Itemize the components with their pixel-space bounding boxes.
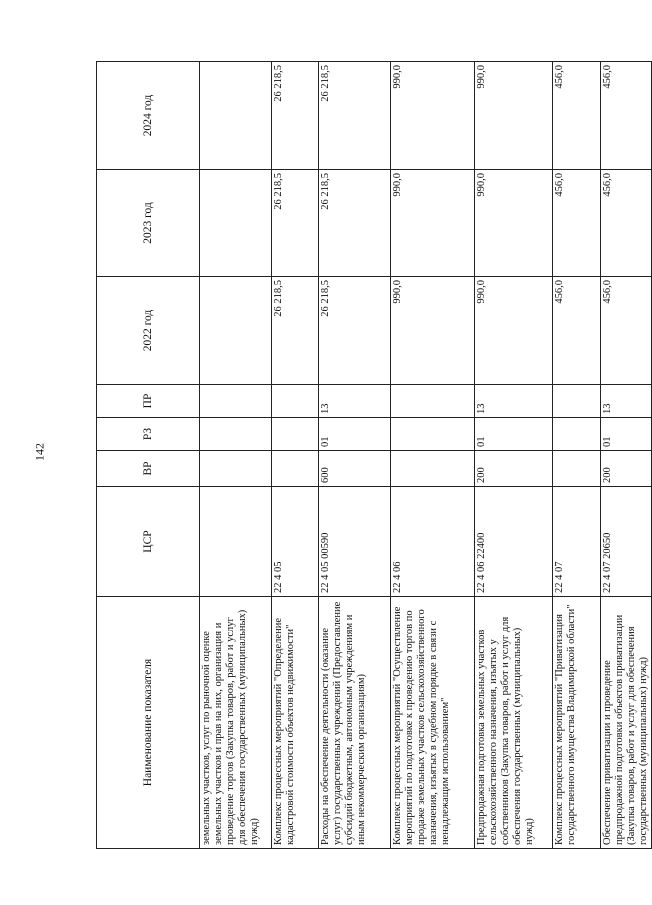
cell-csr: 22 4 05 00590 [319,487,391,597]
cell-rz [391,418,475,451]
table-row [601,62,652,849]
cell-2024: 26 218,5 [319,62,391,170]
cell-2022: 26 218,5 [272,277,319,385]
cell-rz: 01 [319,418,391,451]
cell-2022 [200,277,272,385]
cell-name: Расходы на обеспечение деятельности (оказание услуг) государственных учреждений (Предоставление субсидий бюджетным, автономным учреждениям и иным некоммерческим организациям) [319,597,391,849]
table-row [200,62,272,849]
cell-vr [391,451,475,487]
rotated-table-container [96,62,649,849]
cell-rz: 01 [475,418,553,451]
cell-pr [272,385,319,418]
cell-vr [200,451,272,487]
cell-2024: 990,0 [475,62,553,170]
cell-csr: 22 4 06 [391,487,475,597]
cell-2022: 456,0 [601,277,652,385]
cell-2023: 456,0 [553,170,601,277]
table-row [391,62,475,849]
cell-name: Обеспечение приватизации и проведение предпродажной подготовки объектов приватизации (Закупка товаров, работ и услуг для обеспечения государственных (муниципальных) нужд) [601,597,652,849]
cell-name: Комплекс процессных мероприятий "Определение кадастровой стоимости объектов недвижимости" [272,597,319,849]
cell-csr [200,487,272,597]
cell-2022: 990,0 [391,277,475,385]
cell-vr: 200 [601,451,652,487]
cell-rz [200,418,272,451]
table-row [319,62,391,849]
page-number: 142 [32,443,47,461]
cell-2023 [200,170,272,277]
cell-vr: 200 [475,451,553,487]
cell-csr: 22 4 06 22400 [475,487,553,597]
cell-pr [200,385,272,418]
header-name: Наименование показателя [97,597,200,849]
cell-vr [553,451,601,487]
table-row [272,62,319,849]
header-2022: 2022 год [97,277,200,385]
cell-2024 [200,62,272,170]
header-vr: ВР [97,451,200,487]
cell-2024: 26 218,5 [272,62,319,170]
cell-rz: 01 [601,418,652,451]
cell-rz [553,418,601,451]
cell-vr: 600 [319,451,391,487]
cell-csr: 22 4 07 [553,487,601,597]
cell-rz [272,418,319,451]
budget-table [96,61,652,849]
cell-2023: 990,0 [475,170,553,277]
cell-pr: 13 [601,385,652,418]
cell-2023: 990,0 [391,170,475,277]
cell-name: Комплекс процессных мероприятий "Приватизация государственного имущества Владимирской области" [553,597,601,849]
header-csr: ЦСР [97,487,200,597]
table-row [553,62,601,849]
cell-pr [391,385,475,418]
header-2024: 2024 год [97,62,200,170]
cell-name: Комплекс процессных мероприятий "Осуществление мероприятий по подготовке к проведению торгов по продаже земельных участков сельскохозяйственного назначения, изъятых в судебном порядке в связи с ненадлежащим использованием" [391,597,475,849]
cell-2024: 990,0 [391,62,475,170]
cell-name: земельных участков, услуг по рыночной оценке земельных участков и прав на них, организация и проведение торгов (Закупка товаров, работ и услуг для обеспечения государственных (муниципальных) нужд) [200,597,272,849]
cell-pr: 13 [319,385,391,418]
cell-pr: 13 [475,385,553,418]
header-rz: РЗ [97,418,200,451]
cell-name: Предпродажная подготовка земельных участков сельскохозяйственного назначения, изъятых у собственников (Закупка товаров, работ и услуг для обеспечения государственных (муниципальных) нужд) [475,597,553,849]
cell-2022: 456,0 [553,277,601,385]
cell-vr [272,451,319,487]
cell-2022: 990,0 [475,277,553,385]
header-row [97,62,200,849]
cell-pr [553,385,601,418]
header-pr: ПР [97,385,200,418]
cell-2023: 26 218,5 [272,170,319,277]
table-row [475,62,553,849]
cell-2024: 456,0 [553,62,601,170]
cell-2023: 26 218,5 [319,170,391,277]
cell-2022: 26 218,5 [319,277,391,385]
cell-csr: 22 4 05 [272,487,319,597]
cell-2023: 456,0 [601,170,652,277]
cell-csr: 22 4 07 20650 [601,487,652,597]
header-2023: 2023 год [97,170,200,277]
cell-2024: 456,0 [601,62,652,170]
